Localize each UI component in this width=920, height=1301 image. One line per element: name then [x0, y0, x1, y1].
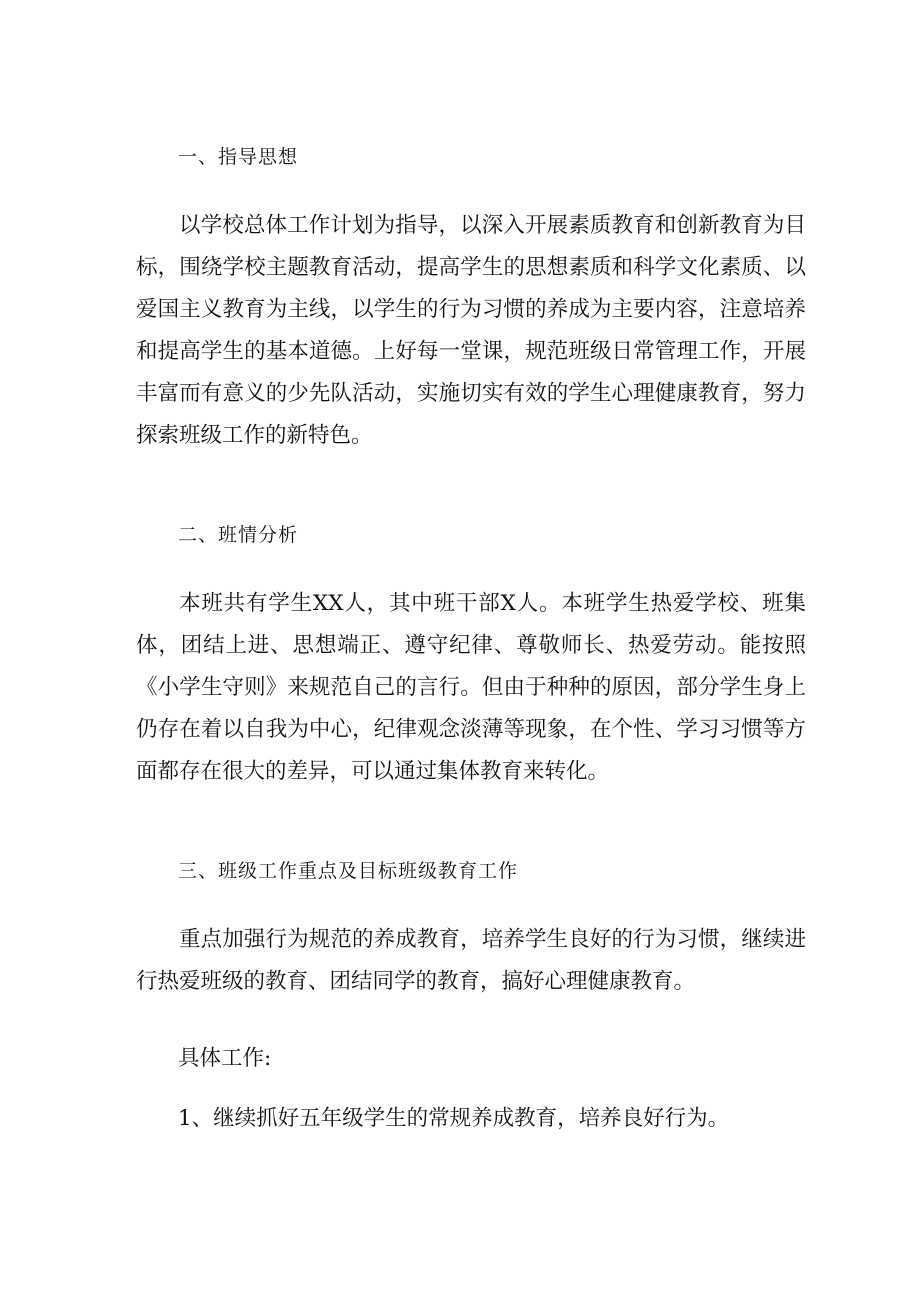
section-heading-class-analysis: 二、班情分析: [178, 524, 299, 546]
paragraph-work-focus: 重点加强行为规范的养成教育，培养学生良好的行为习惯，继续进行热爱班级的教育、团结同学的教育，搞好心理健康教育。: [136, 927, 806, 994]
specific-work-label: 具体工作:: [178, 1046, 272, 1071]
section-heading-guiding-thought: 一、指导思想: [178, 146, 299, 168]
list-item-1: 1、继续抓好五年级学生的常规养成教育，培养良好行为。: [178, 1106, 730, 1131]
paragraph-class-analysis: 本班共有学生XX人，其中班干部X人。本班学生热爱学校、班集体，团结上进、思想端正、遵守纪律、尊敬师长、热爱劳动。能按照《小学生守则》来规范自己的言行。但由于种种的原因，部分学生身上仍存在着以自我为中心，纪律观念淡薄等现象，在个性、学习习惯等方面都存在很大的差异，可以通过集体教育来转化。: [136, 591, 806, 784]
section-heading-work-focus: 三、班级工作重点及目标班级教育工作: [178, 860, 519, 882]
paragraph-guiding-thought: 以学校总体工作计划为指导，以深入开展素质教育和创新教育为目标，围绕学校主题教育活动，提高学生的思想素质和科学文化素质、以爱国主义教育为主线，以学生的行为习惯的养成为主要内容，注意培养和提高学生的基本道德。上好每一堂课，规范班级日常管理工作，开展丰富而有意义的少先队活动，实施切实有效的学生心理健康教育，努力探索班级工作的新特色。: [136, 213, 806, 448]
